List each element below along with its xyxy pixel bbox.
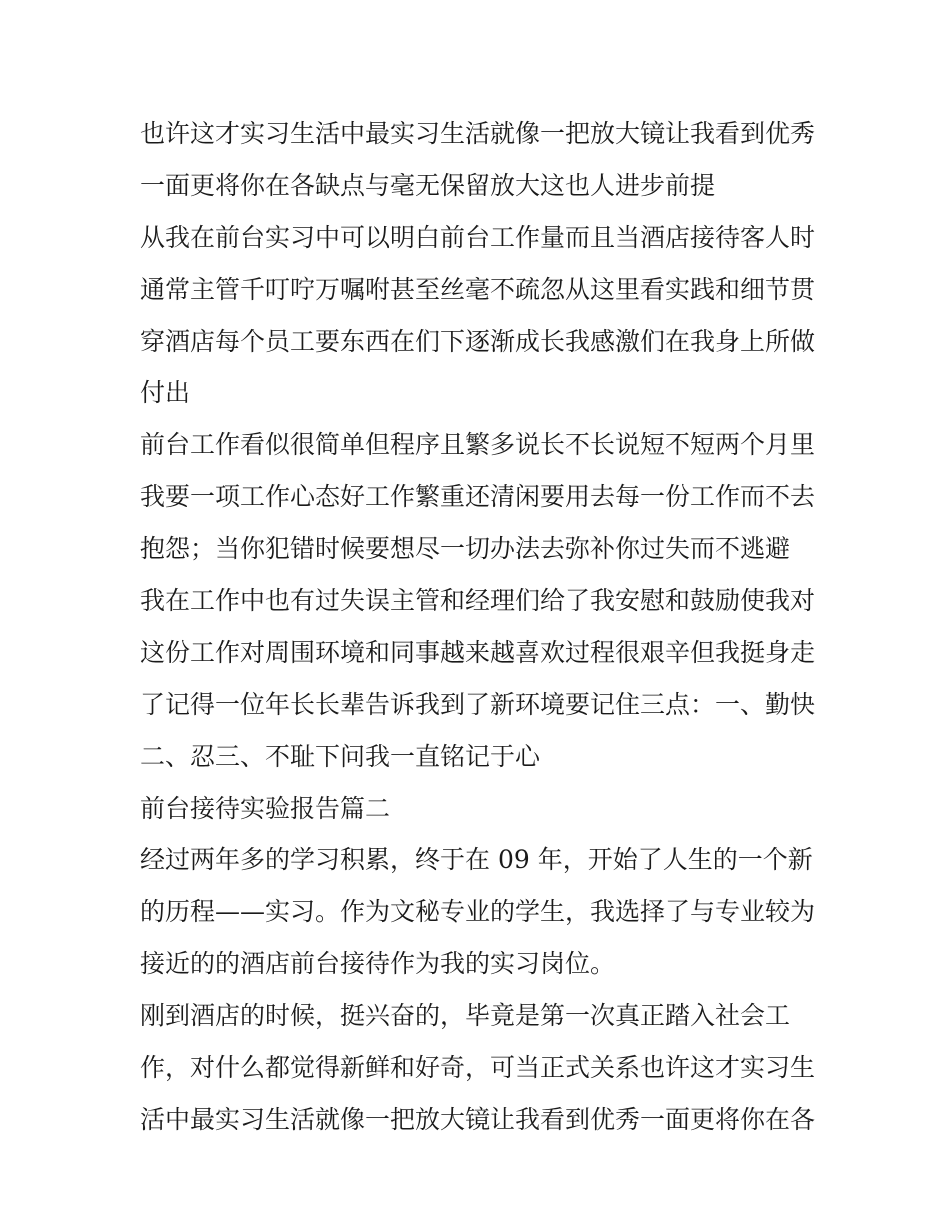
- text-line: 刚到酒店的时候，挺兴奋的，毕竟是第一次真正踏入社会工: [140, 1001, 791, 1031]
- text-line: 我在工作中也有过失误主管和经理们给了我安慰和鼓励使我对: [140, 586, 816, 616]
- text-line: 我要一项工作心态好工作繁重还清闲要用去每一份工作而不去: [140, 482, 816, 512]
- text-line: 付出: [140, 378, 191, 408]
- text-line: 前台工作看似很简单但程序且繁多说长不长说短不短两个月里: [140, 430, 816, 460]
- text-line: 从我在前台实习中可以明白前台工作量而且当酒店接待客人时: [140, 222, 816, 252]
- text-line: 穿酒店每个员工要东西在们下逐渐成长我感激们在我身上所做: [140, 326, 816, 356]
- text-line: 也许这才实习生活中最实习生活就像一把放大镜让我看到优秀: [140, 119, 816, 148]
- text-line: 二、忍三、不耻下问我一直铭记于心: [140, 741, 541, 771]
- text-line: 这份工作对周围环境和同事越来越喜欢过程很艰辛但我挺身走: [140, 637, 816, 667]
- text-line: 的历程——实习。作为文秘专业的学生，我选择了与专业较为: [140, 897, 816, 927]
- text-line: 接近的的酒店前台接待作为我的实习岗位。: [140, 949, 616, 979]
- text-line: 活中最实习生活就像一把放大镜让我看到优秀一面更将你在各: [140, 1104, 816, 1134]
- text-line: 经过两年多的学习积累，终于在 09 年，开始了人生的一个新: [140, 845, 813, 875]
- text-line: 通常主管千叮咛万嘱咐甚至丝毫不疏忽从这里看实践和细节贯: [140, 274, 816, 304]
- section-heading: 前台接待实验报告篇二: [140, 793, 391, 823]
- text-line: 作，对什么都觉得新鲜和好奇，可当正式关系也许这才实习生: [140, 1053, 816, 1083]
- text-line: 抱怨；当你犯错时候要想尽一切办法去弥补你过失而不逃避: [140, 534, 791, 564]
- text-line: 一面更将你在各缺点与毫无保留放大这也人进步前提: [140, 170, 716, 200]
- document-body: [140, 108, 820, 1146]
- text-line: 了记得一位年长长辈告诉我到了新环境要记住三点：一、勤快: [140, 689, 816, 719]
